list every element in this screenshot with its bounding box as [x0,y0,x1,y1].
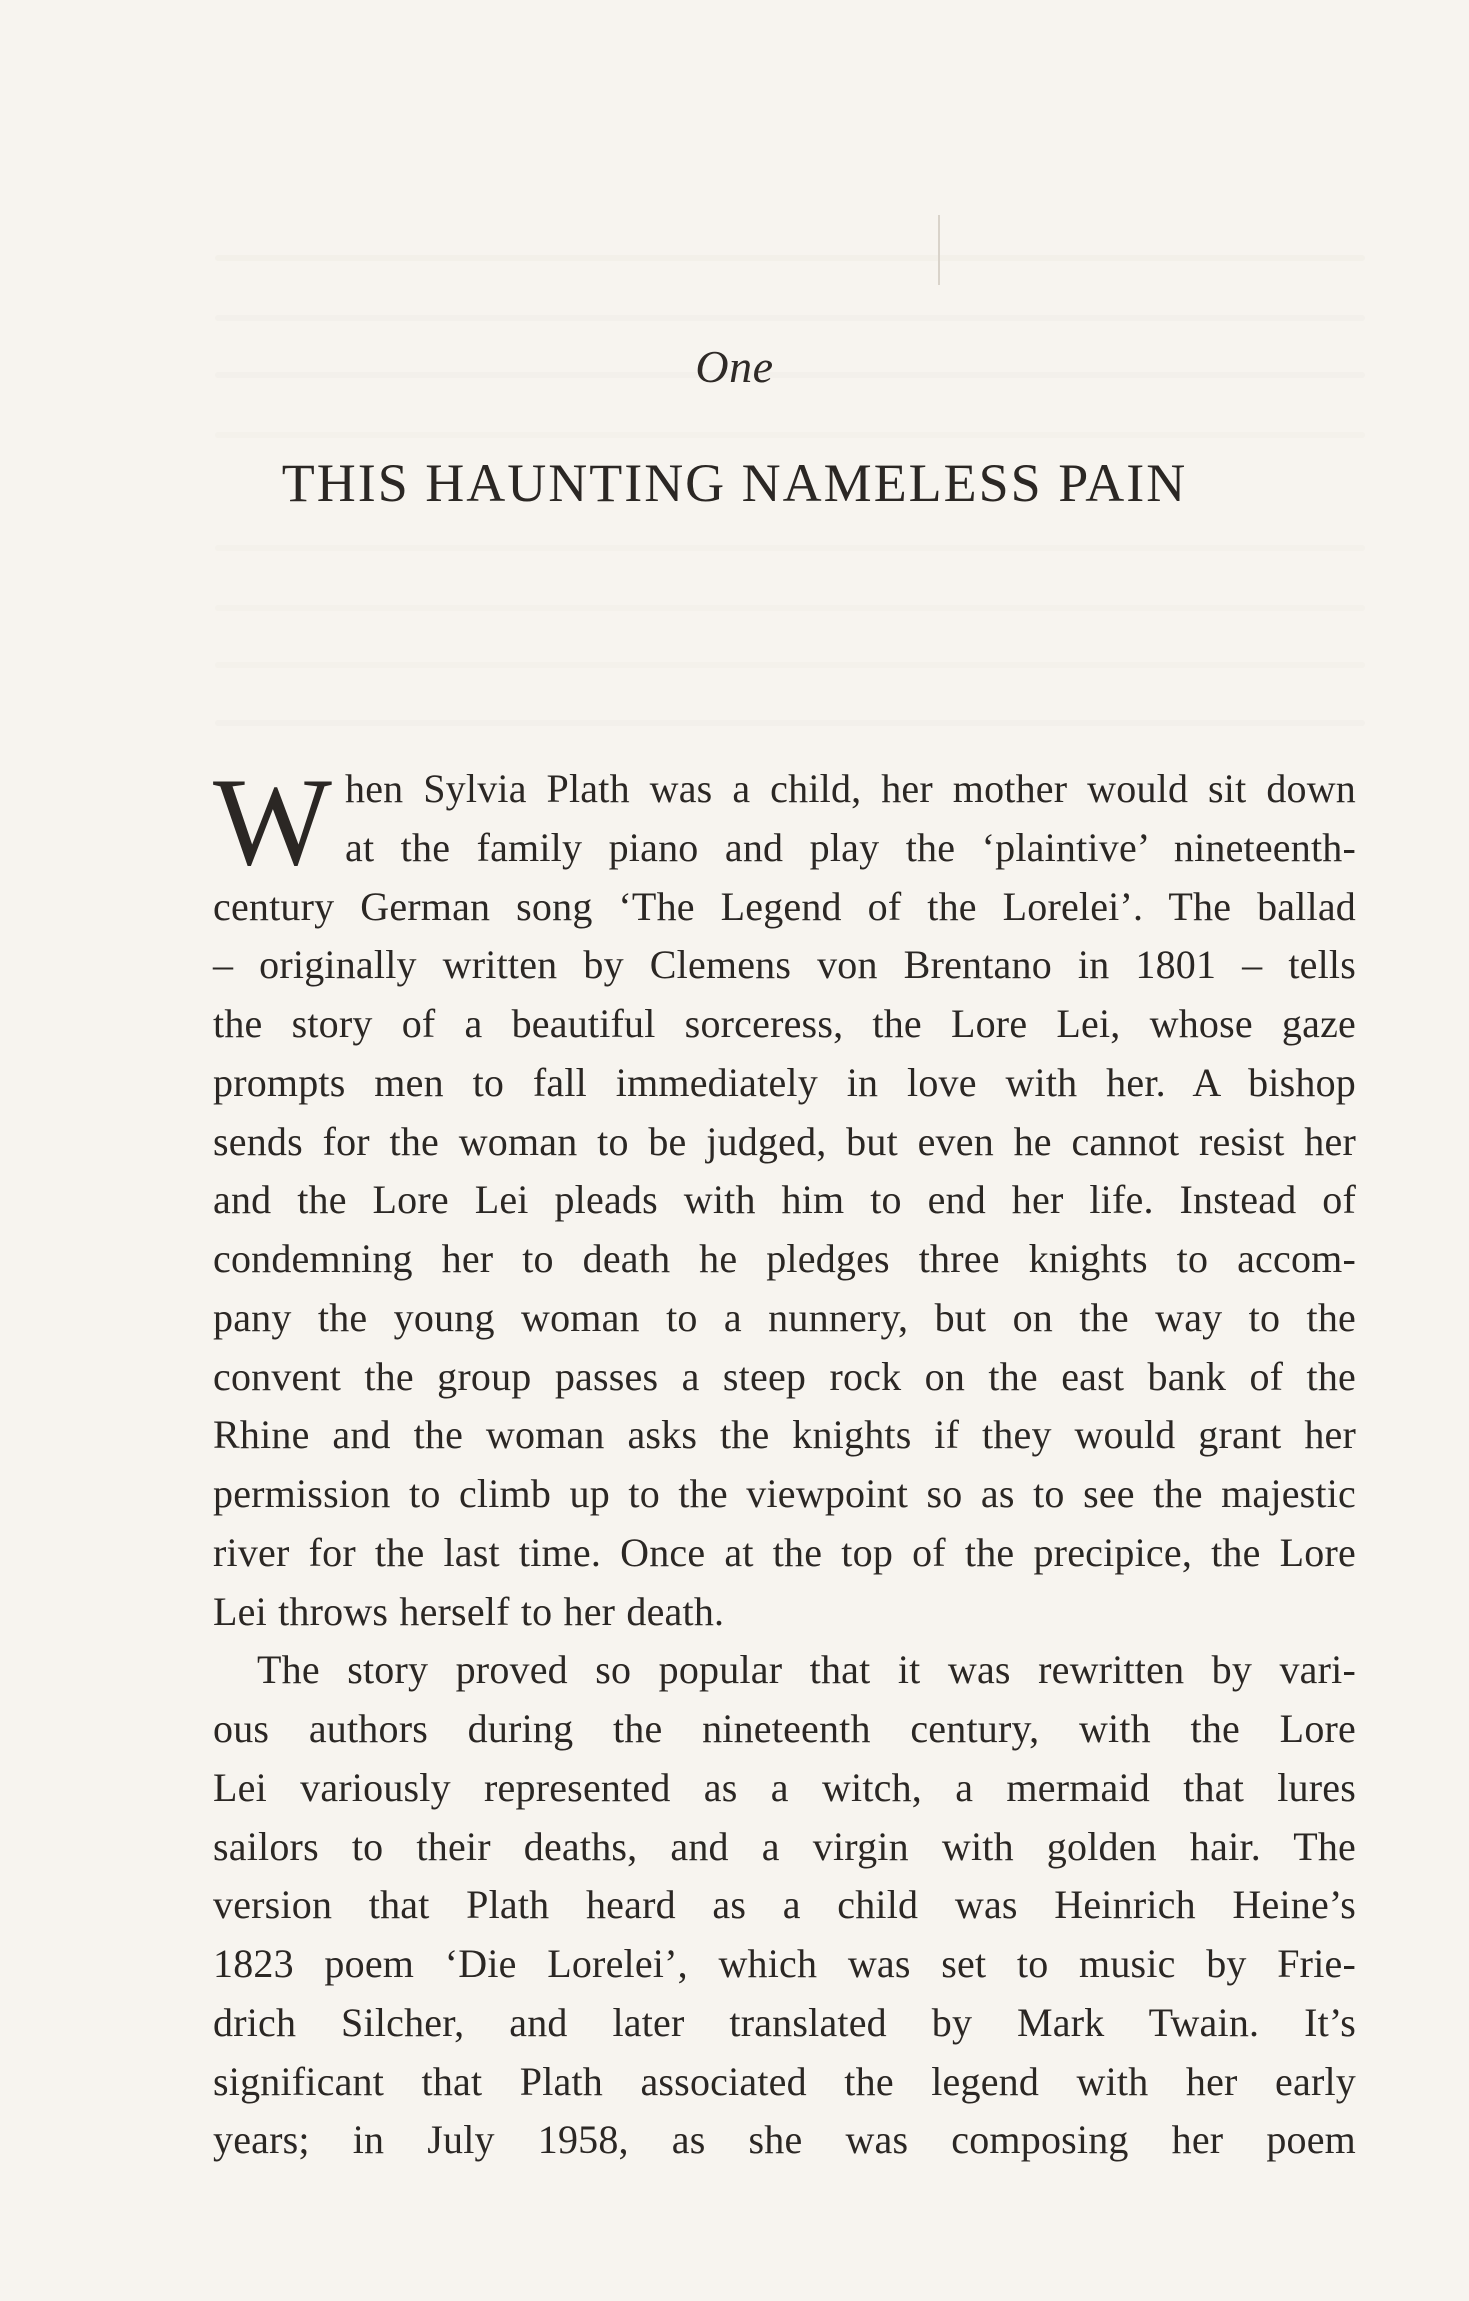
chapter-title: THIS HAUNTING NAMELESS PAIN [281,453,1188,513]
text-line: the story of a beautiful sorceress, the Lore Lei, whose gaze [213,1001,1356,1046]
show-through-line [215,545,1365,551]
show-through-line [215,255,1365,261]
show-through-line [215,720,1365,726]
text-line: years; in July 1958, as she was composing her poem [213,2117,1356,2163]
text-line: The story proved so popular that it was rewritten by vari- [257,1647,1356,1693]
text-line: sailors to their deaths, and a virgin with golden hair. The [213,1823,1356,1869]
text-line: at the family piano and play the ‘plaintive’ nineteenth- [345,824,1356,870]
text-line: river for the last time. Once at the top of the precipice, the Lore [213,1529,1356,1575]
show-through-line [215,315,1365,321]
text-line: Lei variously represented as a witch, a mermaid that lures [213,1764,1356,1810]
body-text [213,753,1356,2170]
show-through-line [215,605,1365,611]
text-line: permission to climb up to the viewpoint so as to see the majestic [213,1471,1356,1516]
chapter-number: One [695,341,774,392]
text-line: hen Sylvia Plath was a child, her mother would sit down [345,766,1356,811]
text-line: version that Plath heard as a child was Heinrich Heine’s [213,1882,1356,1928]
show-through-line [215,662,1365,668]
text-line: convent the group passes a steep rock on the east bank of the [213,1353,1356,1399]
text-line: ous authors during the nineteenth century, with the Lore [213,1706,1356,1751]
text-line: pany the young woman to a nunnery, but on the way to the [213,1294,1356,1340]
fold-mark [938,215,940,285]
text-line: century German song ‘The Legend of the Lorelei’. The ballad [213,883,1356,929]
text-line: Rhine and the woman asks the knights if they would grant her [213,1412,1356,1458]
text-line: significant that Plath associated the legend with her early [213,2058,1356,2104]
show-through-line [215,432,1365,438]
text-line: – originally written by Clemens von Brentano in 1801 – tells [213,942,1356,988]
drop-cap: W [213,753,332,892]
text-line: 1823 poem ‘Die Lorelei’, which was set to music by Frie- [213,1941,1356,1986]
text-line: and the Lore Lei pleads with him to end her life. Instead of [213,1177,1356,1223]
text-line: drich Silcher, and later translated by Mark Twain. It’s [213,1999,1356,2045]
text-line: sends for the woman to be judged, but even he cannot resist her [213,1118,1356,1164]
text-line: Lei throws herself to her death. [213,1588,725,1634]
text-line: condemning her to death he pledges three knights to accom- [213,1236,1356,1281]
text-line: prompts men to fall immediately in love with her. A bishop [213,1059,1356,1105]
